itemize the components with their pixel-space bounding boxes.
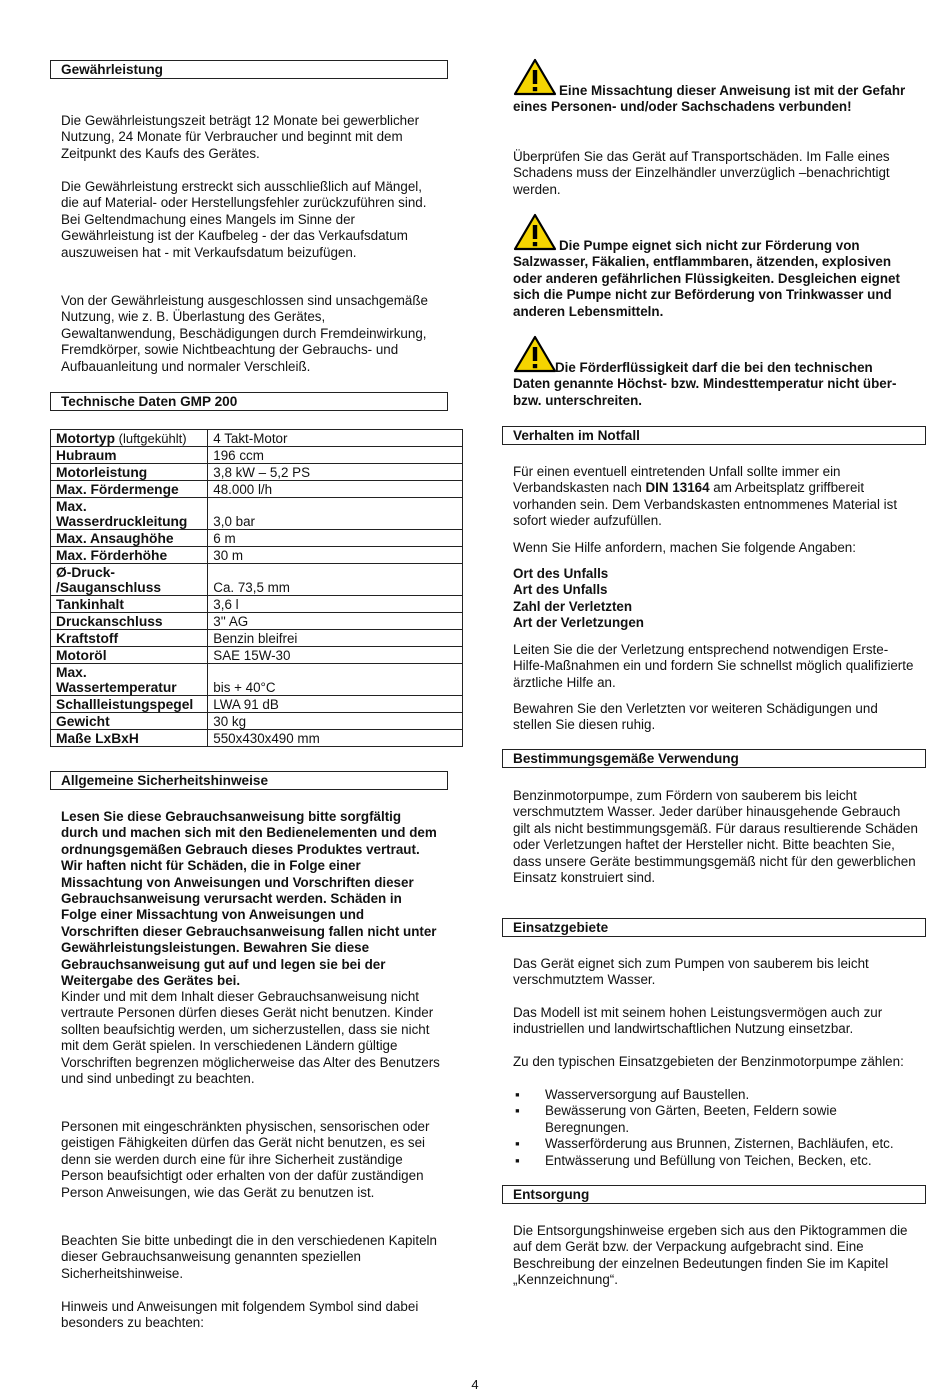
spec-label: Max. Fördermenge [51,481,208,498]
spec-value: 3,0 bar [208,498,463,530]
spec-label: Maße LxBxH [51,730,208,747]
spec-label: Hubraum [51,447,208,464]
safety-bold-paragraph: Lesen Sie diese Gebrauchsanweisung bitte sorgfältig durch und machen sich mit den Bedienelementen und dem ordnungsgemäßen Gebrauch dieses Produktes vertraut. Wir haften nicht für Schäden, die in Folge einer Missachtung von Anweisungen und Vorschriften dieser Gebrauchsanweisung verursacht werden. Schäden in Folge einer Missachtung von Anweisungen und Vorschriften dieser Gebrauchsanweisung fallen nicht unter Gewährleistungsleistungen. Bewahren Sie diese Gebrauchsanweisung gut auf und legen sie bei der Weitergabe des Gerätes bei. [61,809,437,989]
table-row [51,564,463,596]
table-row [51,530,463,547]
section-heading-usage: Einsatzgebiete [502,918,926,937]
disposal-paragraph: Die Entsorgungshinweise ergeben sich aus den Piktogrammen die auf dem Gerät bzw. der Verpackung aufgebracht sind. Eine Beschreibung der einzelnen Bedeutungen finden Sie im Kapitel „Kennzeichnung“. [513,1223,908,1288]
usage-paragraph-2: Das Modell ist mit seinem hohen Leistungsvermögen auch zur industriellen und landwirtschaftlichen Nutzung einsetzbar. [513,1005,883,1037]
table-row [51,547,463,564]
transport-paragraph: Überprüfen Sie das Gerät auf Transportschäden. Im Falle eines Schadens muss der Einzelhändler unverzüglich –benachrichtigt werden. [513,149,890,197]
spec-value: 4 Takt-Motor [208,430,463,447]
spec-label: Motortyp (luftgekühlt) [51,430,208,447]
usage-bullet-list [513,1087,923,1169]
section-heading-intended-use: Bestimmungsgemäße Verwendung [502,749,926,768]
spec-label: Motoröl [51,647,208,664]
table-row [51,596,463,613]
warning-text-1: Eine Missachtung dieser Anweisung ist mit der Gefahr eines Personen- und/oder Sachschadens verbunden! [513,83,906,115]
safety-paragraph-2: Personen mit eingeschränkten physischen, sensorischen oder geistigen Fähigkeiten dürfen das Gerät nicht benutzen, es sei denn sie werden durch eine für ihre Sicherheit zuständige Person beaufsichtigt oder erhalten von der dafür zuständigen Person Anweisungen, wie das Gerät zu benutzen ist. [61,1119,430,1200]
table-row [51,730,463,747]
warranty-paragraph-1: Die Gewährleistungszeit beträgt 12 Monate bei gewerblicher Nutzung, 24 Monate für Verbraucher und beginnt mit dem Zeitpunkt des Kaufs des Gerätes. [61,113,420,161]
table-row [51,630,463,647]
spec-value: 196 ccm [208,447,463,464]
spec-value: Benzin bleifrei [208,630,463,647]
table-row [51,613,463,630]
spec-label: Schallleistungspegel [51,696,208,713]
spec-value: LWA 91 dB [208,696,463,713]
list-item: Ort des Unfalls [513,566,609,581]
emergency-paragraph-2: Wenn Sie Hilfe anfordern, machen Sie folgende Angaben: [513,540,856,555]
bullet-icon: ▪ [515,1136,520,1152]
list-item: ▪ Wasserförderung aus Brunnen, Zisternen, Bachläufen, etc. [515,1136,894,1152]
table-row [51,664,463,696]
emergency-info-list [513,566,918,632]
warning-text-2: Die Pumpe eignet sich nicht zur Förderung von Salzwasser, Fäkalien, entflammbaren, ätzenden, explosiven oder anderen gefährlichen Flüssigkeiten. Desgleichen eignet sich die Pumpe nicht zur Beförderung von Trinkwasser und anderen Lebensmitteln. [513,238,900,319]
spec-value: 550x430x490 mm [208,730,463,747]
bullet-icon: ▪ [515,1087,520,1102]
safety-paragraph-3: Beachten Sie bitte unbedingt die in den verschiedenen Kapiteln dieser Gebrauchsanweisung genannten speziellen Sicherheitshinweise. [61,1233,437,1281]
spec-label: Tankinhalt [51,596,208,613]
table-row [51,713,463,730]
section-heading-emergency: Verhalten im Notfall [502,426,926,445]
spec-value: SAE 15W-30 [208,647,463,664]
spec-label: Gewicht [51,713,208,730]
spec-label: Max. Förderhöhe [51,547,208,564]
spec-label: Druckanschluss [51,613,208,630]
spec-value: bis + 40°C [208,664,463,696]
table-row [51,430,463,447]
emergency-paragraph-1: Für einen eventuell eintretenden Unfall sollte immer ein Verbandskasten nach DIN 13164 am Arbeitsplatz griffbereit vorhanden sein. Dem Verbandskasten entnommenes Material ist sofort wieder aufzufüllen. [513,464,898,529]
list-item: ▪ Bewässerung von Gärten, Beeten, Feldern sowie Beregnungen. [515,1103,837,1135]
list-item: ▪ Entwässerung und Befüllung von Teichen, Becken, etc. [515,1152,872,1168]
spec-label: Max. Wassertemperatur [51,664,208,696]
spec-value: 30 m [208,547,463,564]
emergency-paragraph-3: Leiten Sie die der Verletzung entsprechend notwendigen Erste-Hilfe-Maßnahmen ein und fordern Sie schnellst möglich qualifizierte ärztliche Hilfe an. [513,642,914,690]
usage-paragraph-3: Zu den typischen Einsatzgebieten der Benzinmotorpumpe zählen: [513,1054,904,1069]
table-row [51,481,463,498]
table-row [51,464,463,481]
spec-label: Kraftstoff [51,630,208,647]
spec-value: Ca. 73,5 mm [208,564,463,596]
table-row [51,696,463,713]
list-item: Art der Verletzungen [513,615,644,631]
bullet-icon: ▪ [515,1103,520,1119]
spec-value: 3,8 kW – 5,2 PS [208,464,463,481]
spec-table [50,429,463,747]
table-row [51,447,463,464]
spec-value: 3,6 l [208,596,463,613]
spec-label: Motorleistung [51,464,208,481]
intended-use-paragraph: Benzinmotorpumpe, zum Fördern von sauberem bis leicht verschmutztem Wasser. Jeder darüber hinausgehende Gebrauch gilt als nicht bestimmungsgemäß. Für daraus resultierende Schäden oder Verletzungen haftet der Hersteller nicht. Bitte beachten Sie, dass unsere Geräte bestimmungsgemäß nicht für den gewerblichen Einsatz konstruiert sind. [513,788,918,886]
list-item: Art des Unfalls [513,582,608,598]
bullet-icon: ▪ [515,1152,520,1168]
spec-value: 48.000 l/h [208,481,463,498]
safety-paragraph-4: Hinweis und Anweisungen mit folgendem Symbol sind dabei besonders zu beachten: [61,1299,419,1331]
spec-value: 3'' AG [208,613,463,630]
spec-label-note: (luftgekühlt) [115,431,187,446]
spec-label: Max. Ansaughöhe [51,530,208,547]
section-heading-specs: Technische Daten GMP 200 [50,392,448,411]
list-item: ▪ Wasserversorgung auf Baustellen. [515,1087,750,1102]
safety-paragraph-1: Kinder und mit dem Inhalt dieser Gebrauchsanweisung nicht vertraute Personen dürfen dieses Gerät nicht benutzen. Kinder sollten beaufsichtig werden, um sicherzustellen, dass sie nicht mit dem Gerät spielen. In verschiedenen Ländern gültige Vorschriften begrenzen möglicherweise das Alter des Benutzers und sind unbedingt zu beachten. [61,989,440,1087]
section-heading-disposal: Entsorgung [502,1185,926,1204]
table-row [51,647,463,664]
section-heading-safety: Allgemeine Sicherheitshinweise [50,771,448,790]
emergency-paragraph-4: Bewahren Sie den Verletzten vor weiteren Schädigungen und stellen Sie diesen ruhig. [513,701,878,733]
warranty-paragraph-3: Von der Gewährleistung ausgeschlossen sind unsachgemäße Nutzung, wie z. B. Überlastung des Gerätes, Gewaltanwendung, Beschädigungen durch Fremdeinwirkung, Fremdkörper, sowie Nichtbeachtung der Gebrauchs- und Aufbauanleitung und normaler Verschleiß. [61,293,428,374]
spec-value: 30 kg [208,713,463,730]
spec-value: 6 m [208,530,463,547]
table-row [51,498,463,530]
section-heading-warranty: Gewährleistung [50,60,448,79]
page-number: 4 [471,1377,479,1392]
warning-text-3: Die Förderflüssigkeit darf die bei den technischen Daten genannte Höchst- bzw. Mindesttemperatur nicht über- bzw. unterschreiten. [513,360,897,408]
warranty-paragraph-2: Die Gewährleistung erstreckt sich ausschließlich auf Mängel, die auf Material- oder Herstellungsfehler zurückzuführen sind. Bei Geltendmachung eines Mangels im Sinne der Gewährleistung ist der Kaufbeleg - der das Verkaufsdatum auszuweisen hat - mit Verkaufsdatum beizufügen. [61,179,427,260]
spec-label: Ø-Druck- /Sauganschluss [51,564,208,596]
usage-paragraph-1: Das Gerät eignet sich zum Pumpen von sauberem bis leicht verschmutztem Wasser. [513,956,869,988]
list-item: Zahl der Verletzten [513,598,633,614]
spec-label: Max. Wasserdruckleitung [51,498,208,530]
din-norm: DIN 13164 [645,480,710,496]
